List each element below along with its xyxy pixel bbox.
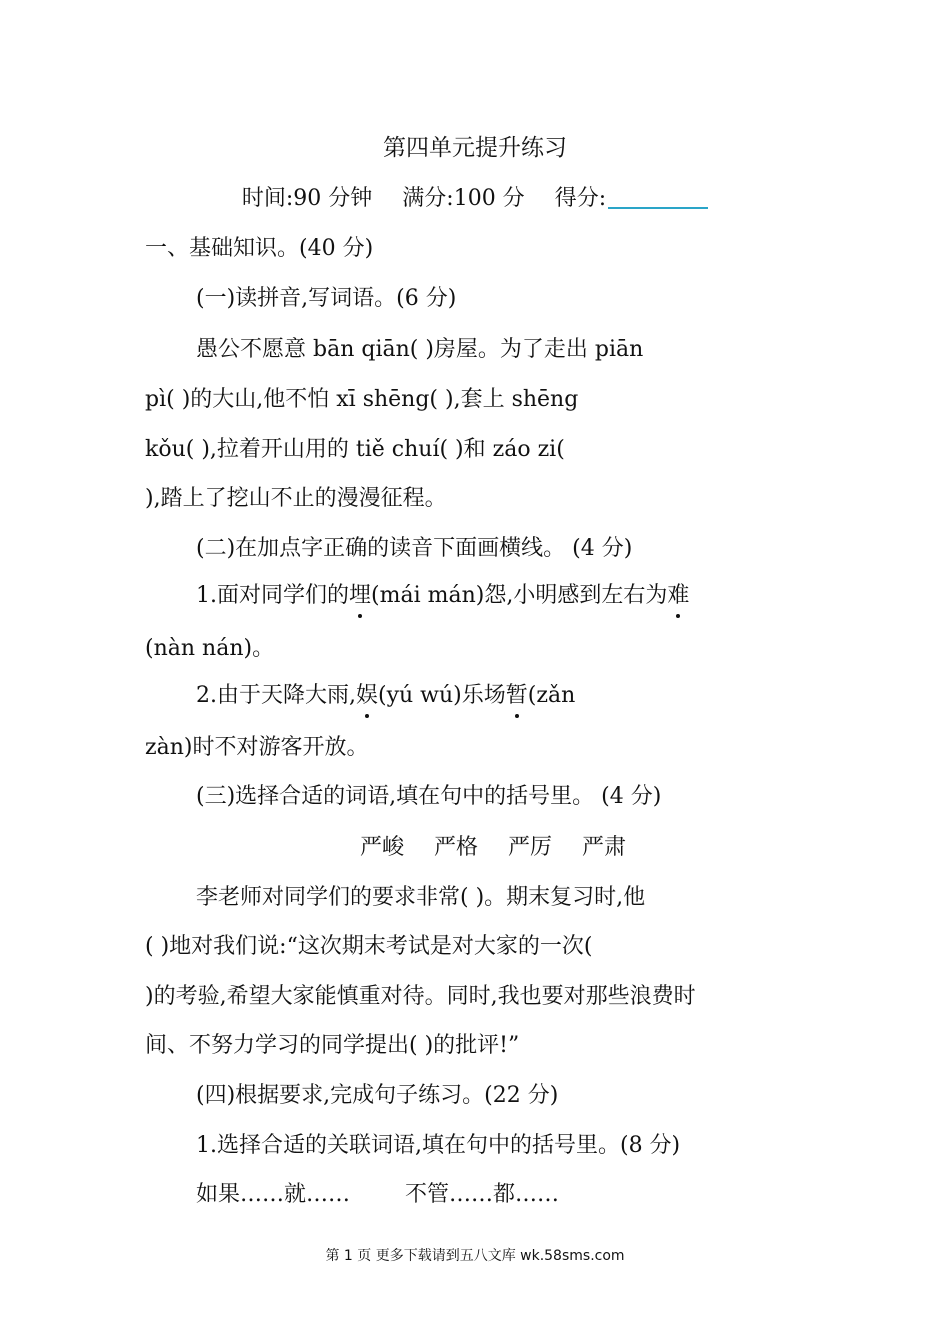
word-option: 严峻 [360, 835, 405, 860]
part2-heading: (二)在加点字正确的读音下面画横线。 (4 分) [196, 536, 633, 561]
fill-line-3: )的考验,希望大家能慎重对待。同时,我也要对那些浪费时 [145, 984, 696, 1009]
dotted-char: 难 [667, 581, 689, 611]
dotted-char: 娱 [356, 681, 378, 711]
conjunction-option: 不管……都…… [405, 1182, 560, 1207]
exam-meta [0, 184, 950, 214]
fill-line-1: 李老师对同学们的要求非常( )。期末复习时,他 [196, 885, 646, 910]
pinyin-line-2: pì( )的大山,他不怕 xī shēng( ),套上 shēng [145, 387, 579, 412]
full-score-label: 满分:100 分 [402, 186, 525, 211]
dotted-char: 埋 [349, 581, 371, 611]
part1-heading: (一)读拼音,写词语。(6 分) [196, 286, 457, 311]
word-option: 严厉 [508, 835, 553, 860]
score-label: 得分: [554, 186, 607, 211]
pinyin-line-4: ),踏上了挖山不止的漫漫征程。 [145, 486, 447, 511]
pinyin-line-1: 愚公不愿意 bān qiān( )房屋。为了走出 piān [196, 337, 644, 362]
conjunction-option: 如果……就…… [196, 1182, 351, 1207]
fill-line-4: 间、不努力学习的同学提出( )的批评!” [145, 1033, 520, 1058]
part3-heading: (三)选择合适的词语,填在句中的括号里。 (4 分) [196, 784, 662, 809]
part2-question-1: 1.面对同学们的埋(mái mán)怨,小明感到左右为难 [196, 581, 806, 611]
page-footer: 第 1 页 更多下载请到五八文库 wk.58sms.com [325, 1248, 625, 1264]
conjunction-options [196, 1180, 806, 1210]
part2-question-2-cont: zàn)时不对游客开放。 [145, 735, 369, 760]
part2-question-2: 2.由于天降大雨,娱(yú wú)乐场暂(zǎn [196, 681, 806, 711]
fill-line-2: ( )地对我们说:“这次期末考试是对大家的一次( [145, 934, 593, 959]
word-option: 严肃 [582, 835, 627, 860]
word-choices [360, 833, 760, 863]
part2-question-1-cont: (nàn nán)。 [145, 636, 275, 661]
score-blank[interactable] [608, 185, 708, 209]
time-label: 时间:90 分钟 [241, 186, 373, 211]
page-title: 第四单元提升练习 [383, 135, 567, 161]
part4-heading: (四)根据要求,完成句子练习。(22 分) [196, 1083, 559, 1108]
pinyin-line-3: kǒu( ),拉着开山用的 tiě chuí( )和 záo zi( [145, 437, 565, 462]
part4-question-1: 1.选择合适的关联词语,填在句中的括号里。(8 分) [196, 1133, 681, 1158]
word-option: 严格 [434, 835, 479, 860]
dotted-char: 暂 [506, 681, 528, 711]
section-heading: 一、基础知识。(40 分) [145, 236, 374, 261]
